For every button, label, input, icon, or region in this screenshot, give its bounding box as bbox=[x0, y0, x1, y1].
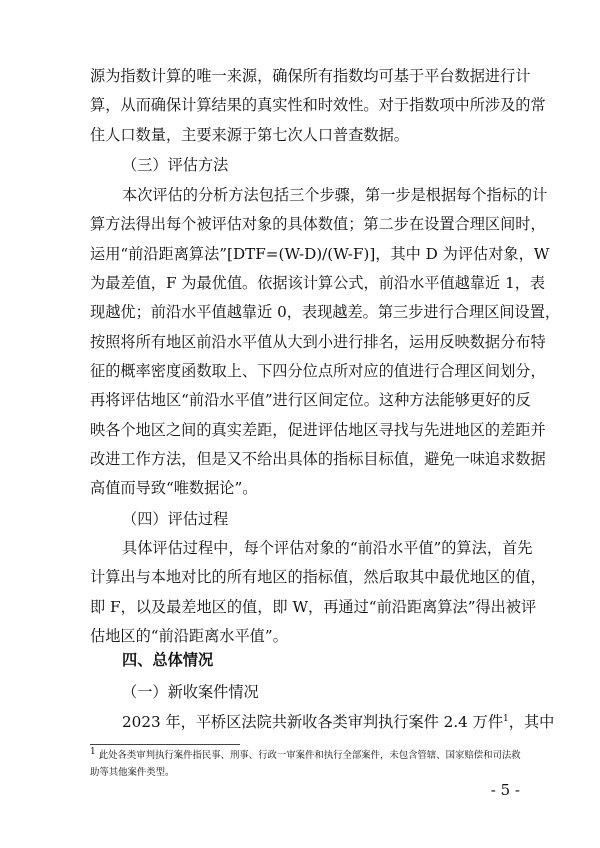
footnote-rule bbox=[90, 744, 240, 745]
body-line: 现越优；前沿水平值越靠近 0，表现越差。第三步进行合理区间设置， bbox=[90, 303, 561, 321]
body-line: 为最差值，F 为最优值。依据该计算公式，前沿水平值越靠近 1，表 bbox=[90, 274, 546, 292]
body-line: 算方法得出每个被评估对象的具体数值；第二步在设置合理区间时， bbox=[90, 215, 546, 233]
body-line: 即 F，以及最差地区的值，即 W，再通过“前沿距离算法”得出被评 bbox=[90, 598, 537, 616]
footnote-mark: 1 bbox=[90, 746, 96, 757]
body-line: 估地区的“前沿距离水平值”。 bbox=[90, 627, 288, 645]
section-heading-new-cases: （一）新收案件情况 bbox=[122, 683, 259, 701]
body-line: 具体评估过程中，每个评估对象的“前沿水平值”的算法，首先 bbox=[122, 539, 533, 557]
body-line: 高值而导致“唯数据论”。 bbox=[90, 479, 258, 497]
footnote-text: 此处各类审判执行案件指民事、刑事、行政一审案件和执行全部案件，未包含管辖、国家赔偿和司法救 bbox=[95, 750, 521, 761]
body-line: 改进工作方法，但是又不给出具体的指标目标值，避免一味追求数据 bbox=[90, 450, 546, 468]
body-line: 征的概率密度函数取上、下四分位点所对应的值进行合理区间划分， bbox=[90, 362, 546, 380]
footnote-reference[interactable]: 1 bbox=[503, 713, 509, 724]
body-line: 源为指数计算的唯一来源，确保所有指数均可基于平台数据进行计 bbox=[90, 67, 531, 85]
body-line: 住人口数量，主要来源于第七次人口普查数据。 bbox=[90, 126, 409, 144]
section-heading-overall: 四、总体情况 bbox=[122, 651, 214, 669]
footnote-line: 助等其他案件类型。 bbox=[90, 767, 175, 778]
section-heading-evaluation-method: （三）评估方法 bbox=[122, 156, 229, 174]
body-line: 本次评估的分析方法包括三个步骤，第一步是根据每个指标的计 bbox=[122, 186, 548, 204]
body-text: 2023 年，平桥区法院共新收各类审判执行案件 2.4 万件 bbox=[122, 713, 504, 731]
section-heading-evaluation-process: （四）评估过程 bbox=[122, 510, 229, 528]
footnote-line bbox=[90, 748, 520, 764]
body-line: 映各个地区之间的真实差距，促进评估地区寻找与先进地区的差距并 bbox=[90, 421, 546, 439]
body-line: 算，从而确保计算结果的真实性和时效性。对于指数项中所涉及的常 bbox=[90, 96, 546, 114]
page-number: - 5 - bbox=[490, 781, 520, 799]
body-line: 运用“前沿距离算法”[DTF=(W-D)/(W-F)]，其中 D 为评估对象，W bbox=[90, 245, 550, 263]
body-text: ，其中 bbox=[508, 713, 555, 731]
body-line: 按照将所有地区前沿水平值从大到小进行排名，运用反映数据分布特 bbox=[90, 333, 546, 351]
body-line: 再将评估地区“前沿水平值”进行区间定位。这种方法能够更好的反 bbox=[90, 391, 531, 409]
body-line: 计算出与本地对比的所有地区的指标值，然后取其中最优地区的值， bbox=[90, 568, 546, 586]
